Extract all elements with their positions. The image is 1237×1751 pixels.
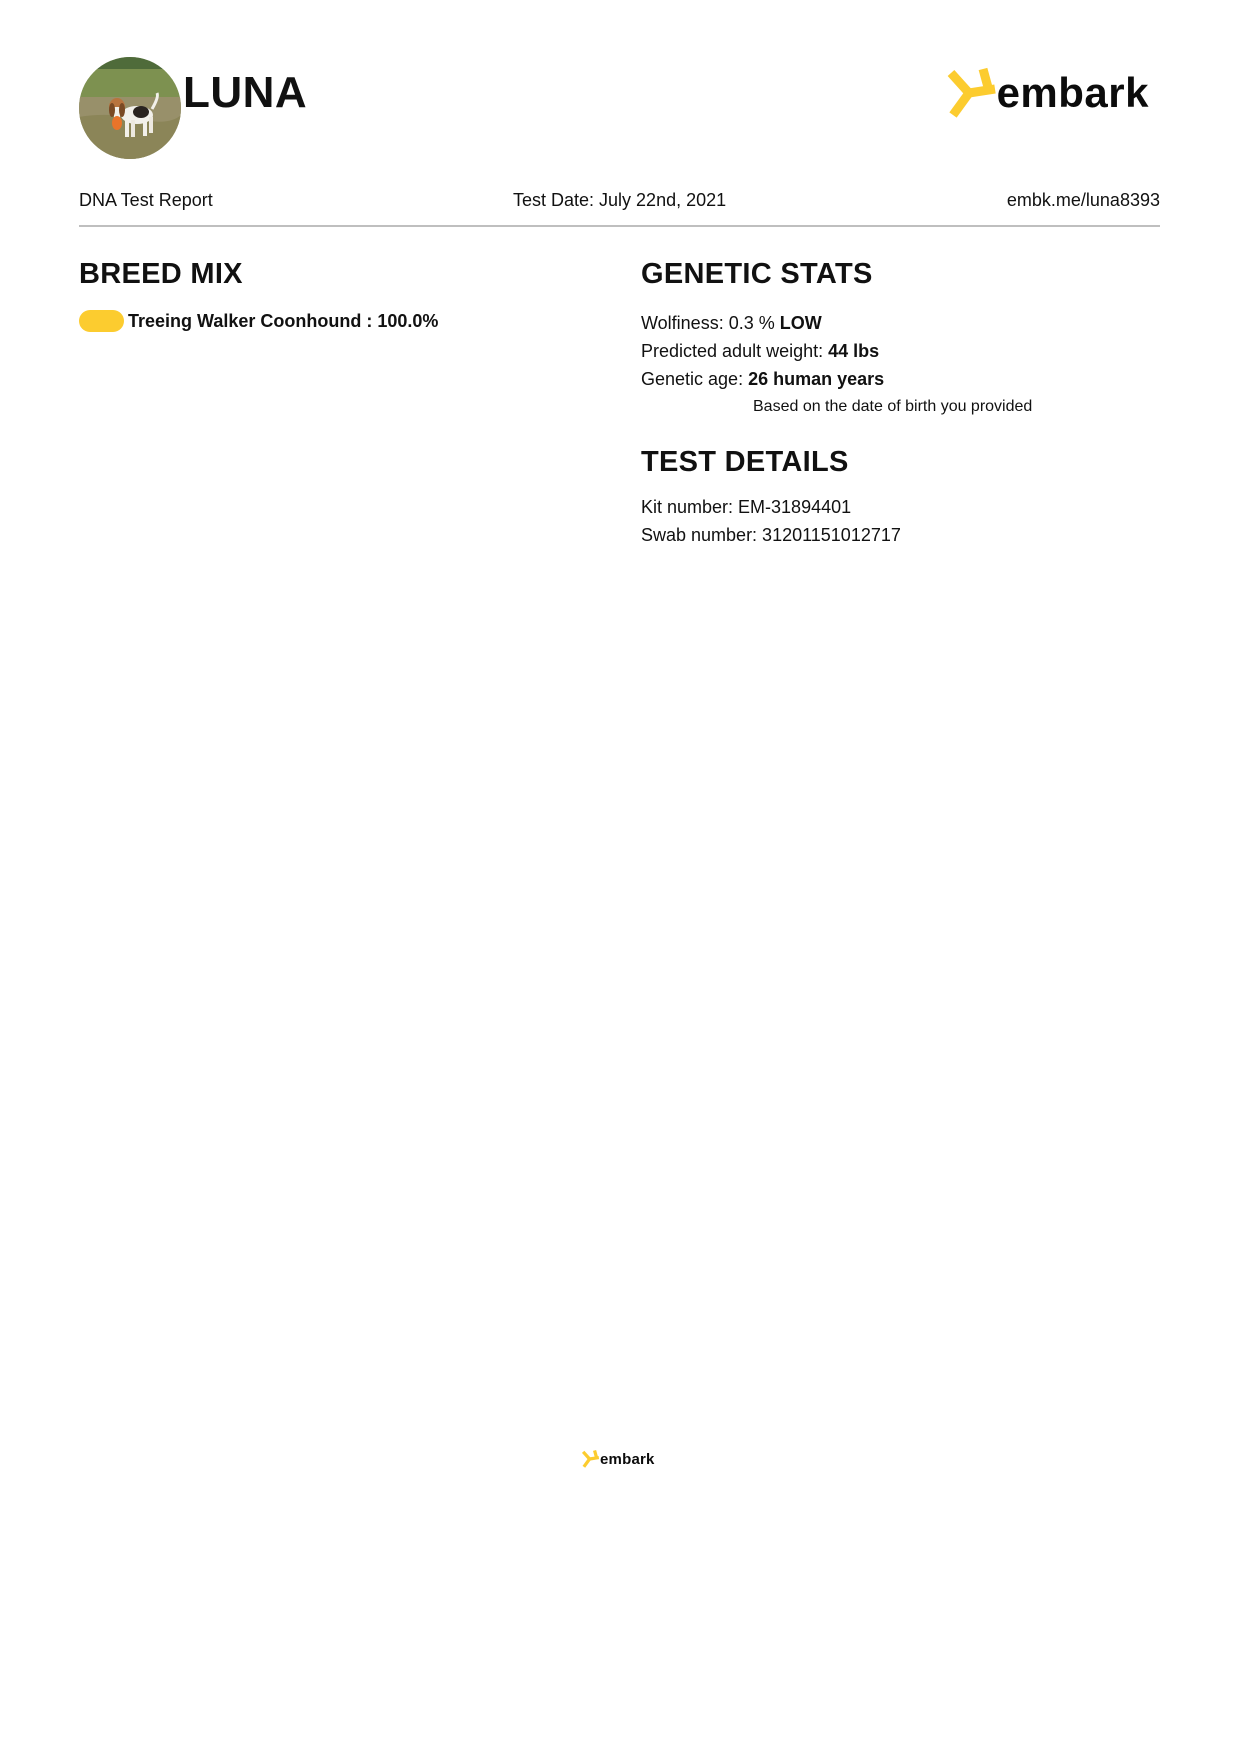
breed-mix-section	[79, 258, 599, 331]
genetic-stats-title: GENETIC STATS	[641, 258, 873, 290]
breed-color-swatch	[79, 310, 124, 332]
age-stat	[641, 365, 1032, 393]
age-value: 26 human years	[748, 369, 885, 389]
footer-embark-logo-icon	[580, 1449, 602, 1469]
profile-link[interactable]: embk.me/luna8393	[1006, 190, 1160, 210]
test-details-title: TEST DETAILS	[641, 446, 849, 478]
breed-mix-title: BREED MIX	[79, 258, 243, 290]
test-date: Test Date: July 22nd, 2021	[513, 190, 727, 210]
report-type: DNA Test Report	[79, 190, 213, 210]
dog-name: LUNA	[183, 68, 308, 117]
test-details-section	[641, 446, 1161, 545]
wolfiness-label: Wolfiness: 0.3 %	[641, 313, 775, 333]
embark-logo-icon	[943, 65, 1003, 121]
breed-item	[79, 310, 438, 332]
footer-embark-logo-text: embark	[600, 1450, 655, 1468]
age-label: Genetic age:	[641, 369, 744, 389]
dog-photo	[79, 57, 181, 159]
wolfiness-level: LOW	[779, 313, 822, 333]
weight-value: 44 lbs	[828, 341, 880, 361]
test-details-list	[641, 493, 901, 549]
weight-label: Predicted adult weight:	[641, 341, 824, 361]
report-meta	[79, 190, 1160, 214]
wolfiness-stat	[641, 309, 1032, 337]
dog-avatar	[79, 57, 181, 159]
age-note: Based on the date of birth you provided	[753, 398, 1033, 415]
swab-number: Swab number: 31201151012717	[641, 525, 901, 545]
breed-label: Treeing Walker Coonhound : 100.0%	[128, 310, 439, 331]
weight-stat	[641, 337, 1032, 365]
embark-logo-text: embark	[996, 69, 1149, 116]
embark-logo	[943, 63, 1149, 123]
genetic-stats-section	[641, 258, 1161, 415]
header-divider	[79, 225, 1160, 227]
report-header	[79, 57, 1159, 161]
footer-embark-logo	[580, 1448, 655, 1470]
genetic-stats-list	[641, 309, 1032, 421]
kit-number: Kit number: EM-31894401	[641, 497, 852, 517]
